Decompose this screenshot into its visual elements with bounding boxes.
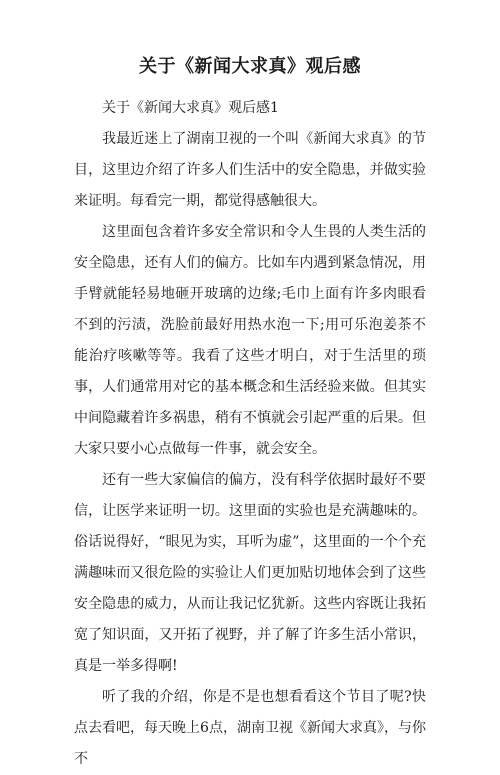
paragraph-1: 我最近迷上了湖南卫视的一个叫《新闻大求真》的节目，这里边介绍了许多人们生活中的安全隐患，并做实验来证明。每看完一期，都觉得感触很大。 — [74, 131, 426, 209]
document-subtitle: 关于《新闻大求真》观后感1 — [102, 100, 279, 116]
document-title: 关于《新闻大求真》观后感 — [139, 56, 361, 77]
paragraph-3: 还有一些大家偏信的偏方，没有科学依据时最好不要信，让医学来证明一切。这里面的实验也是充满趣味的。俗话说得好，“眼见为实，耳听为虚”，这里面的一个个充满趣味而又很危险的实验让人们更加贴切地体会到了这些安全隐患的威力，从而让我记忆犹新。这些内容既让我拓宽了知识面，又开拓了视野，并了解了许多生活小常识，真是一举多得啊! — [74, 472, 426, 674]
paragraph-2: 这里面包含着许多安全常识和令人生畏的人类生活的安全隐患，还有人们的偏方。比如车内遇到紧急情况，用手臂就能轻易地砸开玻璃的边缘;毛巾上面有许多肉眼看不到的污渍，洗脸前最好用热水泡一下;用可乐泡姜茶不能治疗咳嗽等等。我看了这些才明白，对于生活里的琐事，人们通常用对它的基本概念和生活经验来做。但其实中间隐藏着许多祸患，稍有不慎就会引起严重的后果。但大家只要小心点做每一件事，就会安全。 — [74, 224, 426, 457]
paragraph-4: 听了我的介绍，你是不是也想看看这个节目了呢?快点去看吧，每天晚上6点，湖南卫视《新闻大求真》，与你不 — [74, 689, 426, 767]
